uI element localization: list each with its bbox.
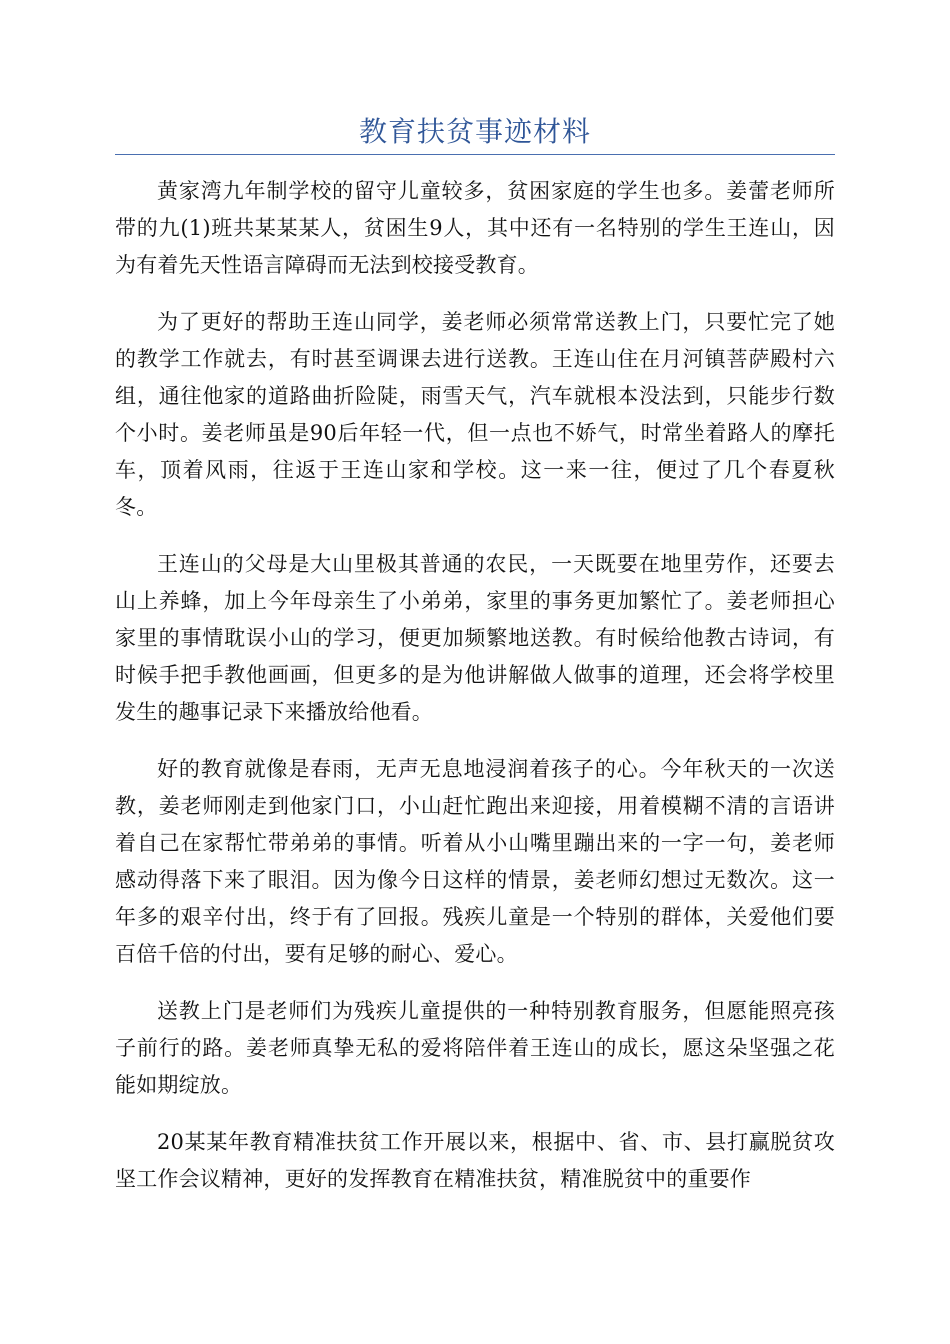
paragraph: 好的教育就像是春雨，无声无息地浸润着孩子的心。今年秋天的一次送教，姜老师刚走到他家门口，小山赶忙跑出来迎接，用着模糊不清的言语讲着自己在家帮忙带弟弟的事情。听着从小山嘴里蹦出来的一字一句，姜老师感动得落下来了眼泪。因为像今日这样的情景，姜老师幻想过无数次。这一年多的艰辛付出，终于有了回报。残疾儿童是一个特别的群体，关爱他们要百倍千倍的付出，要有足够的耐心、爱心。 — [115, 757, 835, 966]
title-underline — [115, 154, 835, 155]
paragraph: 王连山的父母是大山里极其普通的农民，一天既要在地里劳作，还要去山上养蜂，加上今年母亲生了小弟弟，家里的事务更加繁忙了。姜老师担心家里的事情耽误小山的学习，便更加频繁地送教。有时候给他教古诗词，有时候手把手教他画画，但更多的是为他讲解做人做事的道理，还会将学校里发生的趣事记录下来播放给他看。 — [115, 552, 835, 724]
paragraph: 为了更好的帮助王连山同学，姜老师必须常常送教上门，只要忙完了她的教学工作就去，有时甚至调课去进行送教。王连山住在月河镇菩萨殿村六组，通往他家的道路曲折险陡，雨雪天气，汽车就根本没法到，只能步行数个小时。姜老师虽是90后年轻一代，但一点也不娇气，时常坐着路人的摩托车，顶着风雨，往返于王连山家和学校。这一来一往，便过了几个春夏秋冬。 — [115, 310, 835, 519]
document-body — [115, 173, 835, 1218]
paragraph: 黄家湾九年制学校的留守儿童较多，贫困家庭的学生也多。姜蕾老师所带的九(1)班共某某某人，贫困生9人，其中还有一名特别的学生王连山，因为有着先天性语言障碍而无法到校接受教育。 — [115, 179, 835, 277]
paragraph: 20某某年教育精准扶贫工作开展以来，根据中、省、市、县打赢脱贫攻坚工作会议精神，更好的发挥教育在精准扶贫，精准脱贫中的重要作 — [115, 1130, 835, 1191]
document-title: 教育扶贫事迹材料 — [358, 115, 591, 148]
paragraph: 送教上门是老师们为残疾儿童提供的一种特别教育服务，但愿能照亮孩子前行的路。姜老师真挚无私的爱将陪伴着王连山的成长，愿这朵坚强之花能如期绽放。 — [115, 999, 835, 1097]
